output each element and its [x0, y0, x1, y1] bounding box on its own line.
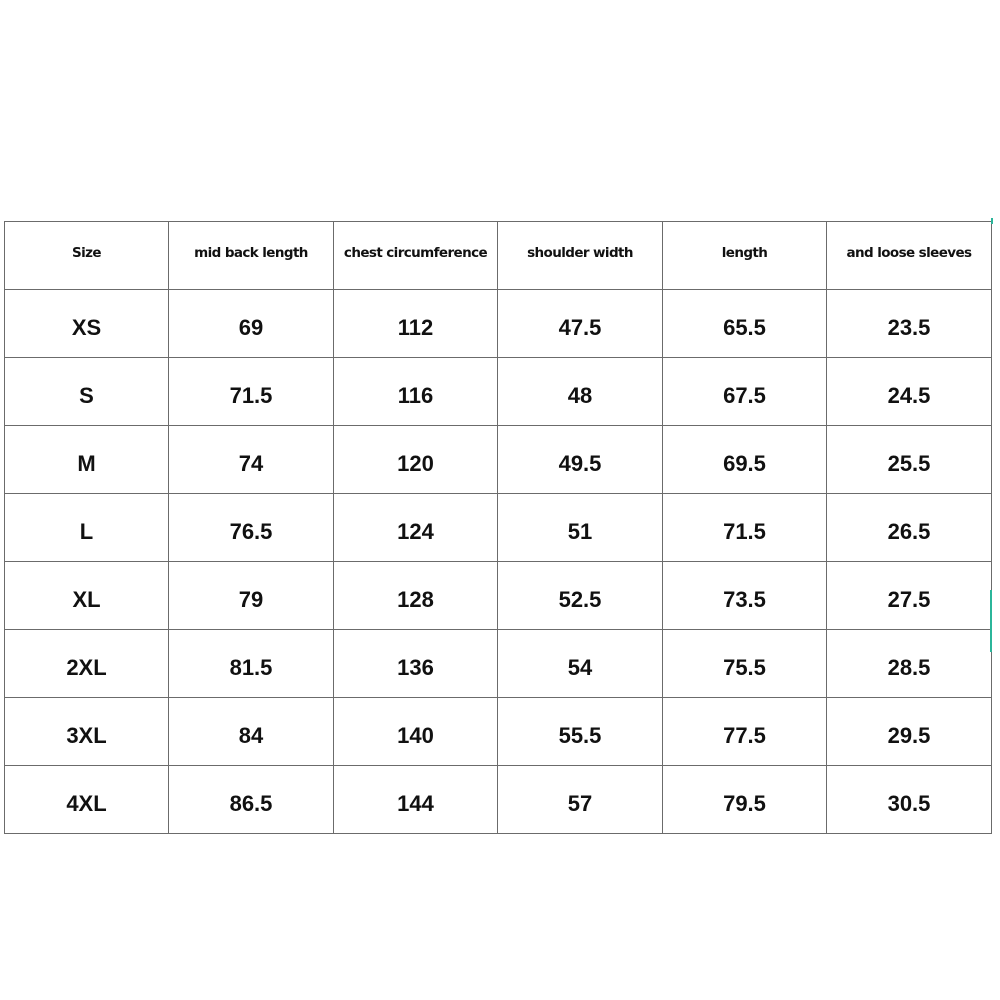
cell-mid-back-length: 86.5 [169, 766, 334, 834]
cell-loose-sleeves: 26.5 [827, 494, 992, 562]
header-size: Size [5, 222, 169, 290]
cell-length: 75.5 [663, 630, 827, 698]
cell-shoulder-width: 48 [498, 358, 663, 426]
table-header-row [5, 222, 992, 290]
cell-loose-sleeves: 29.5 [827, 698, 992, 766]
cell-size: 3XL [5, 698, 169, 766]
cell-size: S [5, 358, 169, 426]
cell-mid-back-length: 81.5 [169, 630, 334, 698]
cell-chest-circumference: 124 [334, 494, 498, 562]
cell-mid-back-length: 74 [169, 426, 334, 494]
cell-length: 67.5 [663, 358, 827, 426]
table-row [5, 698, 992, 766]
table-row [5, 290, 992, 358]
cell-chest-circumference: 140 [334, 698, 498, 766]
cell-length: 69.5 [663, 426, 827, 494]
header-length: length [663, 222, 827, 290]
header-loose-sleeves: and loose sleeves [827, 222, 992, 290]
selection-edge-mark [990, 590, 992, 652]
cell-length: 73.5 [663, 562, 827, 630]
cell-mid-back-length: 79 [169, 562, 334, 630]
cell-loose-sleeves: 30.5 [827, 766, 992, 834]
cell-chest-circumference: 120 [334, 426, 498, 494]
cell-chest-circumference: 136 [334, 630, 498, 698]
cell-chest-circumference: 116 [334, 358, 498, 426]
cell-shoulder-width: 57 [498, 766, 663, 834]
cell-mid-back-length: 76.5 [169, 494, 334, 562]
cell-shoulder-width: 54 [498, 630, 663, 698]
cell-size: 4XL [5, 766, 169, 834]
cell-loose-sleeves: 25.5 [827, 426, 992, 494]
cell-shoulder-width: 47.5 [498, 290, 663, 358]
cell-loose-sleeves: 24.5 [827, 358, 992, 426]
header-chest-circumference: chest circumference [334, 222, 498, 290]
cell-mid-back-length: 71.5 [169, 358, 334, 426]
cell-loose-sleeves: 23.5 [827, 290, 992, 358]
selection-edge-mark [991, 218, 993, 224]
table-row [5, 630, 992, 698]
header-mid-back-length: mid back length [169, 222, 334, 290]
cell-length: 65.5 [663, 290, 827, 358]
cell-shoulder-width: 55.5 [498, 698, 663, 766]
table-row [5, 426, 992, 494]
table-row [5, 358, 992, 426]
cell-size: M [5, 426, 169, 494]
cell-size: XS [5, 290, 169, 358]
cell-chest-circumference: 128 [334, 562, 498, 630]
cell-size: L [5, 494, 169, 562]
cell-shoulder-width: 51 [498, 494, 663, 562]
cell-chest-circumference: 144 [334, 766, 498, 834]
cell-chest-circumference: 112 [334, 290, 498, 358]
cell-mid-back-length: 84 [169, 698, 334, 766]
size-chart-table [4, 221, 992, 834]
cell-mid-back-length: 69 [169, 290, 334, 358]
cell-length: 79.5 [663, 766, 827, 834]
cell-loose-sleeves: 28.5 [827, 630, 992, 698]
cell-shoulder-width: 49.5 [498, 426, 663, 494]
table-row [5, 562, 992, 630]
cell-length: 71.5 [663, 494, 827, 562]
table-row [5, 494, 992, 562]
cell-shoulder-width: 52.5 [498, 562, 663, 630]
cell-loose-sleeves: 27.5 [827, 562, 992, 630]
cell-length: 77.5 [663, 698, 827, 766]
header-shoulder-width: shoulder width [498, 222, 663, 290]
table-row [5, 766, 992, 834]
cell-size: 2XL [5, 630, 169, 698]
cell-size: XL [5, 562, 169, 630]
